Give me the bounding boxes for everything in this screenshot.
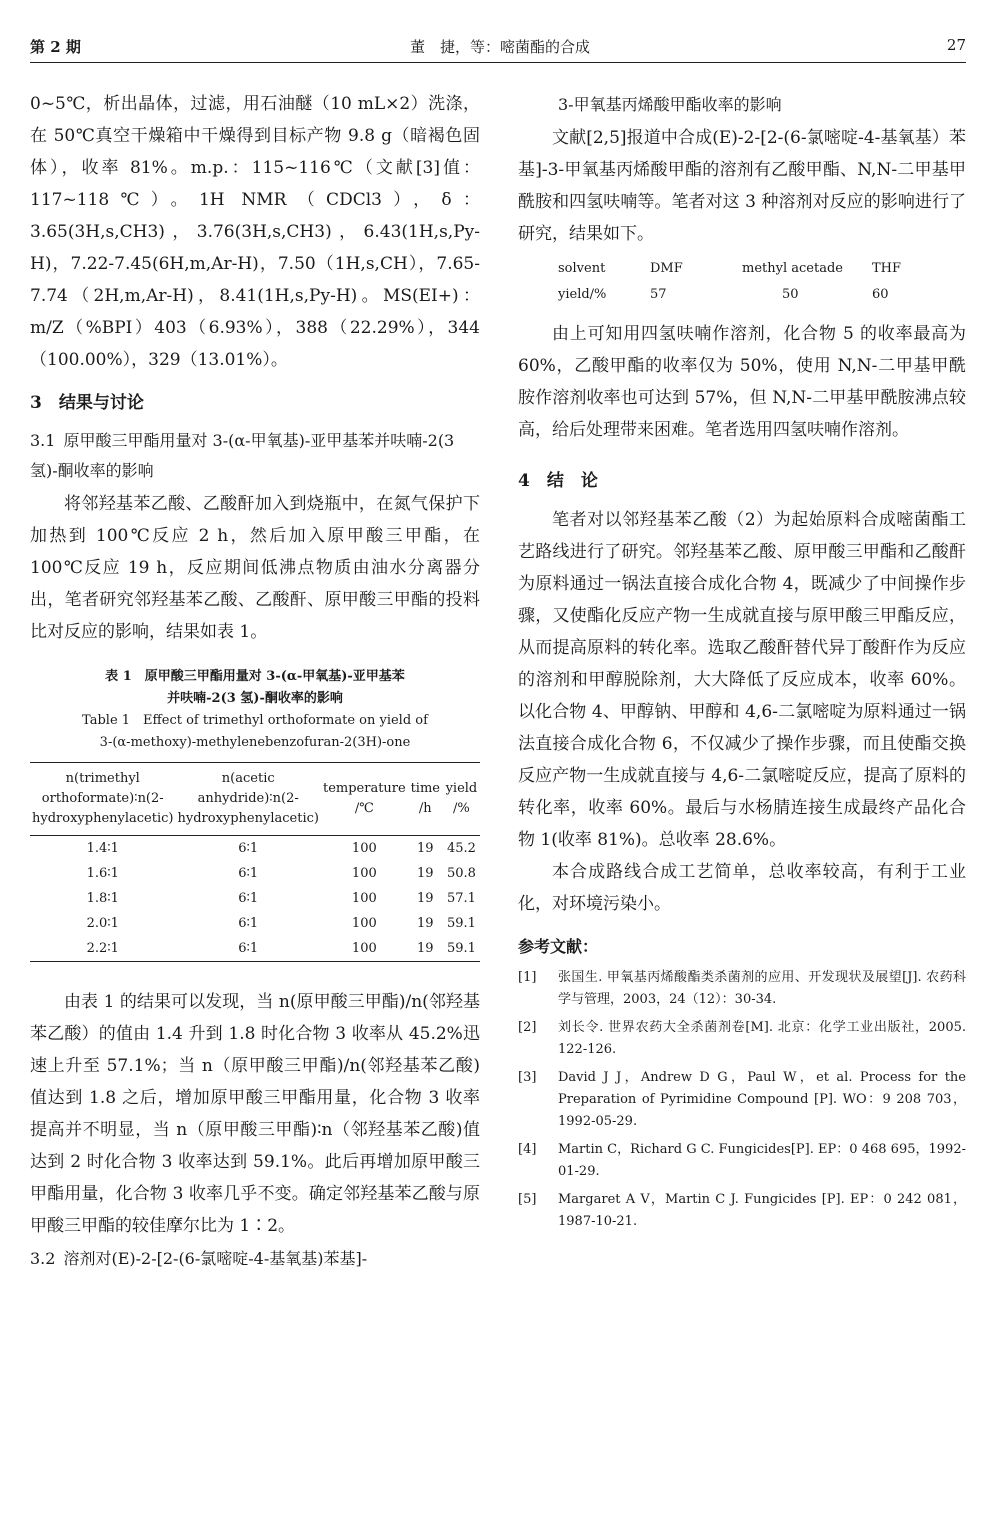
solvent-yield-table: [558, 256, 966, 308]
table-row: 2.0∶1 6∶1 100 19 59.1: [86, 916, 476, 931]
table-row: 1.8∶1 6∶1 100 19 57.1: [86, 891, 476, 906]
table-caption-cn: 表 1 原甲酸三甲酯用量对 3-(α-甲氧基)-亚甲基苯 并呋喃-2(3 氢)-酮收率的影响: [105, 669, 405, 706]
table-header: yield /%: [443, 763, 480, 836]
subsection-3-2-heading: [30, 1244, 480, 1274]
table-row: 1.4∶1 6∶1 100 19 45.2: [86, 841, 476, 856]
yield-cell: 57: [650, 287, 667, 302]
section-4-heading: 4 结 论: [518, 471, 598, 491]
solvent-cell: methyl acetade: [742, 261, 843, 276]
reference-item: [4] Martin C，Richard G C. Fungicides[P]. EP：0 468 695，1992-01-29.: [518, 1142, 966, 1179]
reference-item: [2] 刘长令. 世界农药大全杀菌剂卷[M]. 北京：化学工业出版社，2005. 122-126.: [518, 1020, 966, 1057]
yield-label: yield/%: [558, 287, 607, 302]
subsection-number: 3.1: [30, 431, 56, 450]
table-caption-en: Table 1 Effect of trimethyl orthoformate on yield of 3-(α-methoxy)-methylenebenzofuran-2(3H)-one: [82, 713, 428, 750]
left-column: [30, 88, 480, 1276]
paragraph-table-discussion: 由表 1 的结果可以发现，当 n(原甲酸三甲酯)/n(邻羟基苯乙酸）的值由 1.4 升到 1.8 时化合物 3 收率从 45.2%迅速上升至 57.1%；当 n（原甲酸三甲酯)/n(邻羟基苯乙酸)值达到 1.8 之后，增加原甲酸三甲酯用量，化合物 3 收率提高并不明显，当 n（原甲酸三甲酯)∶n（邻羟基苯乙酸)值达到 2 时化合物 3 收率达到 59.1%。此后再增加原甲酸三甲酯用量，化合物 3 收率几乎不变。确定邻羟基苯乙酸与原甲酸三甲酯的较佳摩尔比为 1∶2。: [30, 992, 480, 1236]
subsection-title: 溶剂对(E)-2-[2-(6-氯嘧啶-4-基氧基)苯基]-: [63, 1249, 368, 1268]
yield-cell: 60: [872, 287, 889, 302]
section-3-heading: 3 结果与讨论: [30, 393, 144, 413]
subsection-3-1-heading: [30, 426, 480, 486]
reference-item: [3] David J J，Andrew D G，Paul W，et al. Process for the Preparation of Pyrimidine Compound [P]. WO：9 208 703，1992-05-29.: [518, 1070, 966, 1129]
subsection-title: 原甲酸三甲酯用量对 3-(α-甲氧基)-亚甲基苯并呋喃-2(3 氢)-酮收率的影响: [30, 431, 455, 480]
results-table: [30, 762, 480, 962]
conclusion-paragraph: 笔者对以邻羟基苯乙酸（2）为起始原料合成嘧菌酯工艺路线进行了研究。邻羟基苯乙酸、原甲酸三甲酯和乙酸酐为原料通过一锅法直接合成化合物 4，既减少了中间操作步骤，又使酯化反应产物一生成就直接与原甲酸三甲酯反应，从而提高原料的转化率。选取乙酸酐替代异丁酸酐作为反应的溶剂和甲醇脱除剂，大大降低了反应成本，收率 60%。以化合物 4、甲醇钠、甲醇和 4,6-二氯嘧啶为原料通过一锅法直接合成化合物 6，不仅减少了操作步骤，而且使酯交换反应产物一生成就直接与 4,6-二氯嘧啶反应，提高了原料的转化率，收率 60%。最后与水杨腈连接生成最终产品化合物 1(收率 81%)。总收率 28.6%。: [518, 510, 966, 850]
experimental-paragraph: 0~5℃，析出晶体，过滤，用石油醚（10 mL×2）洗涤，在 50℃真空干燥箱中干燥得到目标产物 9.8 g（暗褐色固体），收率 81%。m.p.：115~116℃（文献[3]值：117~118℃）。1H NMR（CDCl3），δ：3.65(3H,s,CH3)，3.76(3H,s,CH3)，6.43(1H,s,Py-H)，7.22-7.45(6H,m,Ar-H)，7.50（1H,s,CH），7.65-7.74（2H,m,Ar-H)，8.41(1H,s,Py-H)。MS(EI+)：m/Z（%BPI）403（6.93%），388（22.29%），344（100.00%），329（13.01%）。: [30, 94, 480, 370]
solvent-cell: THF: [872, 261, 902, 276]
table-row: 2.2∶1 6∶1 100 19 59.1: [30, 936, 480, 962]
page-number: 27: [946, 36, 966, 54]
reference-item: [5] Margaret A V，Martin C J. Fungicides [P]. EP：0 242 081，1987-10-21.: [518, 1192, 966, 1229]
solvent-label: solvent: [558, 261, 606, 276]
right-column: [518, 88, 966, 1239]
conclusion-paragraph-2: 本合成路线合成工艺简单，总收率较高，有利于工业化，对环境污染小。: [518, 862, 966, 914]
page-header: [0, 0, 1000, 64]
table-header: n(acetic anhydride)∶n(2-hydroxyphenylacetic): [175, 763, 320, 836]
table-header: n(trimethyl orthoformate)∶n(2-hydroxyphenylacetic): [30, 763, 175, 836]
paragraph-solvent-discussion: 由上可知用四氢呋喃作溶剂，化合物 5 的收率最高为 60%，乙酸甲酯的收率仅为 50%，使用 N,N-二甲基甲酰胺作溶剂收率也可达到 57%，但 N,N-二甲基甲酰胺沸点较高，给后处理带来困难。笔者选用四氢呋喃作溶剂。: [518, 324, 966, 440]
table-row: 1.6∶1 6∶1 100 19 50.8: [86, 866, 476, 881]
header-rule: [30, 62, 966, 63]
paragraph-3-1: 将邻羟基苯乙酸、乙酸酐加入到烧瓶中，在氮气保护下加热到 100℃反应 2 h，然后加入原甲酸三甲酯，在 100℃反应 19 h，反应期间低沸点物质由油水分离器分出，笔者研究邻羟基苯乙酸、乙酸酐、原甲酸三甲酯的投料比对反应的影响，结果如表 1。: [30, 494, 480, 642]
yield-cell: 50: [782, 287, 799, 302]
paragraph-3-2: 文献[2,5]报道中合成(E)-2-[2-(6-氯嘧啶-4-基氧基）苯基]-3-甲氧基丙烯酸甲酯的溶剂有乙酸甲酯、N,N-二甲基甲酰胺和四氢呋喃等。笔者对这 3 种溶剂对反应的影响进行了研究，结果如下。: [518, 128, 966, 244]
table-header: time /h: [408, 763, 443, 836]
subsection-3-2-heading-cont: 3-甲氧基丙烯酸甲酯收率的影响: [558, 95, 782, 114]
issue-number: 第 2 期: [30, 38, 81, 56]
reference-item: [1] 张国生. 甲氧基丙烯酸酯类杀菌剂的应用、开发现状及展望[J]. 农药科学与管理，2003，24（12）：30-34.: [518, 970, 966, 1007]
solvent-cell: DMF: [650, 261, 683, 276]
references-heading: 参考文献：: [518, 937, 599, 956]
running-title: 董 捷，等：嘧菌酯的合成: [409, 38, 590, 56]
subsection-number: 3.2: [30, 1249, 56, 1268]
table-header: temperature /℃: [321, 763, 408, 836]
